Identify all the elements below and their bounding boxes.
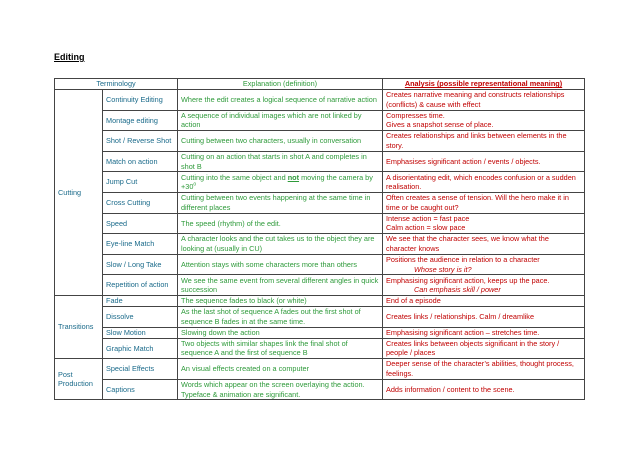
analysis-cell: Intense action = fast pace Calm action = slow pace <box>383 213 585 234</box>
term-cell: Repetition of action <box>103 275 178 296</box>
table-row <box>55 306 585 327</box>
explanation-cell: A sequence of individual images which are not linked by action <box>178 110 383 131</box>
explanation-cell: Cutting between two characters, usually in conversation <box>178 131 383 152</box>
table-row <box>55 379 585 400</box>
explanation-text: Cutting into the same object and <box>181 172 288 182</box>
explanation-cell: The sequence fades to black (or white) <box>178 295 383 306</box>
term-cell: Speed <box>103 213 178 234</box>
table-row <box>55 234 585 255</box>
term-cell: Slow / Long Take <box>103 254 178 275</box>
analysis-cell <box>383 275 585 296</box>
analysis-cell: Creates links between objects significant in the story / people / places <box>383 338 585 359</box>
degree-mark: o <box>193 181 197 188</box>
editing-table <box>54 78 585 400</box>
analysis-cell: We see that the character sees, we know what the character knows <box>383 234 585 255</box>
analysis-cell: Adds information / content to the scene. <box>383 379 585 400</box>
explanation-text: moving the camera by +30 <box>181 172 373 192</box>
term-cell: Shot / Reverse Shot <box>103 131 178 152</box>
terminology-header: Terminology <box>55 79 178 90</box>
explanation-cell: Words which appear on the screen overlaying the action. Typeface & animation are significant. <box>178 379 383 400</box>
term-cell: Special Effects <box>103 359 178 380</box>
category-cutting: Cutting <box>55 90 103 296</box>
analysis-cell: Emphasising significant action – stretches time. <box>383 327 585 338</box>
analysis-header: Analysis (possible representational meaning) <box>383 79 585 90</box>
analysis-subtext: Whose story is it? <box>414 264 472 274</box>
explanation-cell: Slowing down the action <box>178 327 383 338</box>
term-cell: Graphic Match <box>103 338 178 359</box>
term-cell: Continuity Editing <box>103 90 178 111</box>
table-row <box>55 110 585 131</box>
analysis-cell: Emphasises significant action / events / objects. <box>383 151 585 172</box>
table-row <box>55 338 585 359</box>
analysis-cell: Often creates a sense of tension. Will the hero make it in time or be caught out? <box>383 192 585 213</box>
table-row <box>55 213 585 234</box>
table-row <box>55 131 585 152</box>
term-cell: Dissolve <box>103 306 178 327</box>
table-row <box>55 275 585 296</box>
category-transitions: Transitions <box>55 295 103 358</box>
explanation-cell: The speed (rhythm) of the edit. <box>178 213 383 234</box>
explanation-cell: An visual effects created on a computer <box>178 359 383 380</box>
explanation-cell: Cutting on an action that starts in shot A and completes in shot B <box>178 151 383 172</box>
explanation-cell: A character looks and the cut takes us to the object they are looking at (usually in CU) <box>178 234 383 255</box>
analysis-cell: Creates relationships and links between elements in the story. <box>383 131 585 152</box>
explanation-header: Explanation (definition) <box>178 79 383 90</box>
page-title: Editing <box>54 52 85 62</box>
analysis-cell: End of a episode <box>383 295 585 306</box>
analysis-subtext: Can emphasis skill / power <box>414 285 501 295</box>
term-cell: Cross Cutting <box>103 192 178 213</box>
term-cell: Captions <box>103 379 178 400</box>
table-row <box>55 192 585 213</box>
analysis-cell: Creates links / relationships. Calm / dreamlike <box>383 306 585 327</box>
term-cell: Eye-line Match <box>103 234 178 255</box>
header-row <box>55 79 585 90</box>
explanation-cell: Attention stays with some characters more than others <box>178 254 383 275</box>
table-row <box>55 172 585 193</box>
explanation-cell: Where the edit creates a logical sequence of narrative action <box>178 90 383 111</box>
term-cell: Fade <box>103 295 178 306</box>
explanation-cell: We see the same event from several different angles in quick succession <box>178 275 383 296</box>
analysis-cell <box>383 254 585 275</box>
table-row <box>55 295 585 306</box>
term-cell: Montage editing <box>103 110 178 131</box>
term-cell: Match on action <box>103 151 178 172</box>
category-post-production: Post Production <box>55 359 103 400</box>
analysis-cell: Deeper sense of the character’s abilities, thought process, feelings. <box>383 359 585 380</box>
analysis-text: Positions the audience in relation to a character <box>386 254 540 264</box>
analysis-cell: Compresses time. Gives a snapshot sense of place. <box>383 110 585 131</box>
table-row <box>55 359 585 380</box>
table-row <box>55 254 585 275</box>
explanation-cell: Cutting between two events happening at the same time in different places <box>178 192 383 213</box>
emphasis-text: not <box>287 172 300 182</box>
analysis-cell: Creates narrative meaning and constructs relationships (conflicts) & cause with effect <box>383 90 585 111</box>
explanation-cell: As the last shot of sequence A fades out the first shot of sequence B fades in at the same time. <box>178 306 383 327</box>
table-row <box>55 90 585 111</box>
analysis-text: Emphasising significant action, keeps up the pace. <box>386 275 550 285</box>
explanation-cell <box>178 172 383 193</box>
term-cell: Jump Cut <box>103 172 178 193</box>
analysis-cell: A disorientating edit, which encodes confusion or a sudden realisation. <box>383 172 585 193</box>
term-cell: Slow Motion <box>103 327 178 338</box>
explanation-cell: Two objects with similar shapes link the final shot of sequence A and the first of sequence B <box>178 338 383 359</box>
table-row <box>55 327 585 338</box>
table-row <box>55 151 585 172</box>
